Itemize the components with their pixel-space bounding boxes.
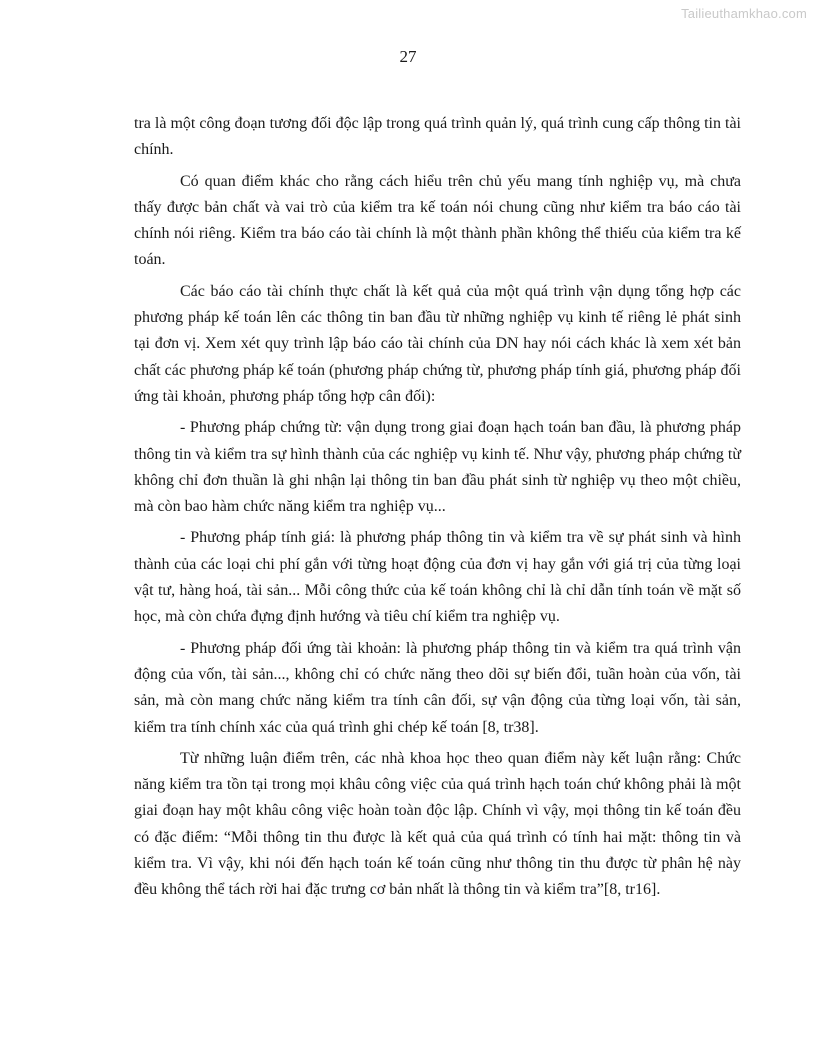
document-body: [134, 111, 741, 909]
list-item-paragraph: - Phương pháp đối ứng tài khoản: là phương pháp thông tin và kiểm tra quá trình vận động của vốn, tài sản..., không chỉ có chức năng theo dõi sự biến đổi, tuần hoàn của vốn, tài sản, mà còn mang chức năng kiểm tra tính cân đối, sự vận động của từng loại vốn, tài sản, kiểm tra tính chính xác của quá trình ghi chép kế toán [8, tr38].: [134, 639, 741, 736]
paragraph-continuation: tra là một công đoạn tương đối độc lập trong quá trình quản lý, quá trình cung cấp thông tin tài chính.: [134, 115, 741, 159]
page-number: 27: [399, 47, 417, 66]
paragraph: Từ những luận điểm trên, các nhà khoa học theo quan điểm này kết luận rằng: Chức năng kiểm tra tồn tại trong mọi khâu công việc của quá trình hạch toán chứ không phải là một giai đoạn hay một khâu công việc hoàn toàn độc lập. Chính vì vậy, mọi thông tin kế toán đều có đặc điểm: “Mỗi thông tin thu được là kết quả của quá trình có tính hai mặt: thông tin và kiểm tra. Vì vậy, khi nói đến hạch toán kế toán cũng như thông tin thu được từ phân hệ này đều không thể tách rời hai đặc trưng cơ bản nhất là thông tin và kiểm tra”[8, tr16].: [134, 749, 741, 899]
paragraph: Có quan điểm khác cho rằng cách hiểu trên chủ yếu mang tính nghiệp vụ, mà chưa thấy được bản chất và vai trò của kiểm tra kế toán nói chung cũng như kiểm tra báo cáo tài chính nói riêng. Kiểm tra báo cáo tài chính là một thành phần không thể thiếu của kiểm tra kế toán.: [134, 172, 741, 269]
paragraph: Các báo cáo tài chính thực chất là kết quả của một quá trình vận dụng tổng hợp các phương pháp kế toán lên các thông tin ban đầu từ những nghiệp vụ kinh tế riêng lẻ phát sinh tại đơn vị. Xem xét quy trình lập báo cáo tài chính của DN hay nói cách khác là xem xét bản chất các phương pháp kế toán (phương pháp chứng từ, phương pháp tính giá, phương pháp đối ứng tài khoản, phương pháp tổng hợp cân đối):: [134, 282, 741, 405]
list-item-paragraph: - Phương pháp chứng từ: vận dụng trong giai đoạn hạch toán ban đầu, là phương pháp thông tin và kiểm tra sự hình thành của các nghiệp vụ kinh tế. Như vậy, phương pháp chứng từ không chỉ đơn thuần là ghi nhận lại thông tin ban đầu phát sinh từ nghiệp vụ theo một chiều, mà còn bao hàm chức năng kiểm tra nghiệp vụ...: [134, 419, 741, 516]
list-item-paragraph: - Phương pháp tính giá: là phương pháp thông tin và kiểm tra về sự phát sinh và hình thành của các loại chi phí gắn với từng hoạt động của đơn vị hay gắn với giá trị của từng loại vật tư, hàng hoá, tài sản... Mỗi công thức của kế toán không chỉ là chỉ dẫn tính toán về mặt số học, mà còn chứa đựng định hướng và tiêu chí kiểm tra nghiệp vụ.: [134, 529, 741, 626]
watermark: Tailieuthamkhao.com: [681, 6, 807, 21]
